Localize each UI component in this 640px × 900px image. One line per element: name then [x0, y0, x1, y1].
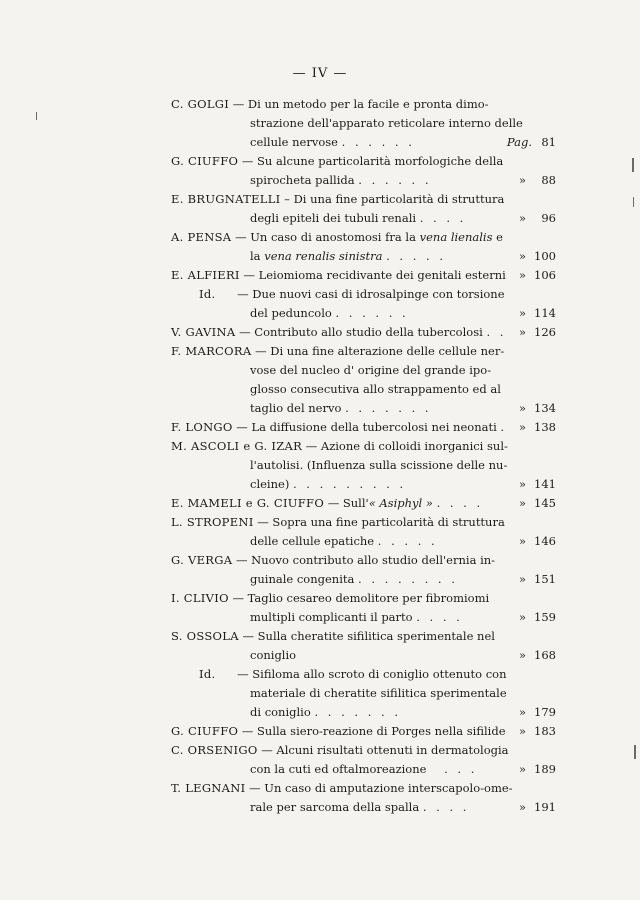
toc-title-italic: « Asiphyl »: [368, 496, 433, 510]
toc-title-line: rale per sarcoma della spalla: [250, 800, 420, 814]
scan-mark: [634, 745, 636, 759]
toc-title-line: materiale di cheratite sifilitica sperimentale: [250, 686, 507, 700]
toc-page-number: 96: [541, 211, 556, 225]
toc-title-line: coniglio: [250, 648, 297, 662]
toc-entry: [171, 551, 556, 570]
toc-title-line: spirocheta pallida: [250, 173, 355, 187]
toc-page-number: 151: [534, 572, 556, 586]
toc-entry: [171, 285, 556, 304]
ditto-mark: »: [518, 648, 526, 662]
toc-author: V. GAVINA: [171, 325, 236, 339]
toc-page-number: 81: [541, 135, 556, 149]
toc-entry: [171, 779, 556, 798]
toc-title-line: di coniglio: [250, 705, 311, 719]
toc-title-end: e: [496, 230, 503, 244]
toc-title: — Due nuovi casi di idrosalpinge con torsione: [237, 287, 505, 301]
toc-title: — Un caso di amputazione interscapolo-ome-: [249, 781, 513, 795]
ditto-mark: »: [518, 800, 526, 814]
toc-entry: [171, 665, 556, 684]
toc-author: C. ORSENIGO: [171, 743, 258, 757]
toc-entry: [171, 228, 556, 247]
toc-title: — Sulla siero-reazione di Porges nella sifilide: [241, 724, 506, 738]
toc-title: — Un caso di anostomosi fra la: [235, 230, 416, 244]
toc-entry: [171, 342, 556, 361]
toc-title: — Azione di colloidi inorganici sul-: [305, 439, 508, 453]
toc-author: G. CIUFFO: [171, 154, 239, 168]
toc-title: — Sulla cheratite sifilitica sperimentale nel: [242, 629, 495, 643]
toc-title: — Alcuni risultati ottenuti in dermatologia: [261, 743, 509, 757]
toc-author: G. VERGA: [171, 553, 233, 567]
toc-author: E. BRUGNATELLI: [171, 192, 281, 206]
ditto-mark: »: [518, 211, 526, 225]
ditto-mark: »: [518, 534, 526, 548]
toc-title: — Leiomioma recidivante dei genitali esterni: [243, 268, 506, 282]
toc-title: — Di una fine alterazione delle cellule ner-: [255, 344, 505, 358]
toc-title-line: multipli complicanti il parto: [250, 610, 413, 624]
toc-page-number: 168: [534, 648, 556, 662]
ditto-mark: »: [518, 705, 526, 719]
toc-page-number: 145: [534, 496, 556, 510]
toc-author: F. LONGO: [171, 420, 233, 434]
toc-title-line: guinale congenita: [250, 572, 355, 586]
toc-title-line: la: [250, 249, 261, 263]
ditto-mark: »: [518, 268, 526, 282]
toc-title-line: taglio del nervo: [250, 401, 342, 415]
toc-entry: F. LONGO — La diffusione della tubercolosi nei neonati . » 138: [171, 418, 556, 437]
ditto-mark: »: [518, 496, 526, 510]
toc-title-line: strazione dell'apparato reticolare interno delle: [250, 116, 523, 130]
scan-mark: [632, 158, 634, 172]
ditto-mark: »: [518, 173, 526, 187]
toc-author: I. CLIVIO: [171, 591, 229, 605]
toc-page-number: 138: [534, 420, 556, 434]
toc-page-number: 191: [534, 800, 556, 814]
ditto-mark: »: [518, 401, 526, 415]
toc-entry: [171, 513, 556, 532]
toc-author: M. ASCOLI e G. IZAR: [171, 439, 303, 453]
ditto-mark: »: [518, 572, 526, 586]
toc-author: T. LEGNANI: [171, 781, 246, 795]
toc-title-italic: vena renalis sinistra: [264, 249, 383, 263]
toc-entry: [171, 152, 556, 171]
ditto-mark: »: [518, 420, 526, 434]
toc-title-italic: vena lienalis: [419, 230, 493, 244]
table-of-contents: C. GOLGI — Di un metodo per la facile e pronta dimo- strazione dell'apparato reticolare interno delle cellule nervose . . . . . . Pag. 81 G. CIUFFO — Su alcune particolarità morfologiche della spirocheta pallida . . . . . . » 88 E. BRUGNATELLI – Di una fine particolarità di struttura degli epiteli dei tubuli renali . . . . » 96 A. PENSA — Un caso di anostomosi fra la vena lienalis e la vena renalis sinistra . . . . . » 100 E. ALFIERI — Leiomioma recidivante dei genitali esterni » 106 Id. — Due nuovi casi di idrosalpinge con torsione del peduncolo . . . . . . » 114 V. GAVINA — Contributo allo studio della tubercolosi . . » 126 F. MARCORA — Di una fine alterazione delle cellule ner- vose del nucleo d' origine del grande ipo- glosso consecutiva allo strappamento ed al taglio del nervo . . . . . . . » 134 F. LONGO — La diffusione della tubercolosi nei neonati . » 138 M. ASCOLI e G. IZAR — Azione di colloidi inorganici sul- l'autolisi. (Influenza sulla scissione delle nu- cleine) . . . . . . . . . » 141 E. MAMELI e G. CIUFFO — Sull'« Asiphyl » . . . . » 145 L. STROPENI — Sopra una fine particolarità di struttura delle cellule epatiche . . . . . » 146 G. VERGA — Nuovo contributo allo studio dell'ernia in- guinale congenita . . . . . . . . » 151 I. CLIVIO — Taglio cesareo demolitore per fibromiomi multipli complicanti il parto . . . . » 159 S. OSSOLA — Sulla cheratite sifilitica sperimentale nel coniglio » 168 Id. — Sifiloma allo scroto di coniglio ottenuto con materiale di cheratite sifilitica sperimentale di coniglio . . . . . . . » 179 G. CIUFFO — Sulla siero-reazione di Porges nella sifilide » 183 C. ORSENIGO — Alcuni risultati ottenuti in dermatologia con la cuti ed oftalmoreazione . . . » 189 T. LEGNANI — Un caso di amputazione interscapolo-ome- rale per sarcoma della spalla . . . . » 191: [171, 95, 556, 817]
toc-entry: [171, 741, 556, 760]
toc-title: — La diffusione della tubercolosi nei neonati: [236, 420, 497, 434]
toc-entry: [171, 437, 556, 456]
toc-page-number: 100: [534, 249, 556, 263]
ditto-mark: »: [518, 724, 526, 738]
toc-title: — Nuovo contributo allo studio dell'ernia in-: [236, 553, 496, 567]
toc-author: E. ALFIERI: [171, 268, 240, 282]
toc-page-number: 189: [534, 762, 556, 776]
toc-page-number: 159: [534, 610, 556, 624]
toc-author: Id.: [199, 667, 216, 681]
toc-author: C. GOLGI: [171, 97, 230, 111]
toc-author: Id.: [199, 287, 216, 301]
toc-entry: [171, 190, 556, 209]
toc-title-line: glosso consecutiva allo strappamento ed al: [250, 382, 501, 396]
toc-title: — Di un metodo per la facile e pronta dimo-: [232, 97, 489, 111]
ditto-mark: »: [518, 249, 526, 263]
toc-title: — Taglio cesareo demolitore per fibromiomi: [232, 591, 490, 605]
toc-page-number: 114: [534, 306, 556, 320]
toc-title-line: cellule nervose: [250, 135, 338, 149]
toc-page-number: 88: [541, 173, 556, 187]
scan-mark: [633, 197, 634, 207]
toc-title-line: delle cellule epatiche: [250, 534, 375, 548]
toc-page-number: 134: [534, 401, 556, 415]
toc-title: — Sull': [327, 496, 369, 510]
ditto-mark: »: [518, 325, 526, 339]
ditto-mark: »: [518, 477, 526, 491]
toc-entry: [171, 95, 556, 114]
toc-title-line: cleine): [250, 477, 290, 491]
toc-author: L. STROPENI: [171, 515, 254, 529]
toc-title-line: l'autolisi. (Influenza sulla scissione delle nu-: [250, 458, 508, 472]
toc-author: F. MARCORA: [171, 344, 252, 358]
toc-title: – Di una fine particolarità di struttura: [284, 192, 505, 206]
toc-entry: E. MAMELI e G. CIUFFO — Sull'« Asiphyl » . . . . » 145: [171, 494, 556, 513]
toc-page-number: 106: [534, 268, 556, 282]
toc-entry: [171, 627, 556, 646]
toc-author: S. OSSOLA: [171, 629, 239, 643]
toc-page-number: 179: [534, 705, 556, 719]
toc-title: — Sifiloma allo scroto di coniglio ottenuto con: [237, 667, 507, 681]
toc-title-line: degli epiteli dei tubuli renali: [250, 211, 417, 225]
page-number-header: — IV —: [292, 66, 348, 81]
toc-entry: [171, 266, 556, 285]
ditto-mark: »: [518, 306, 526, 320]
toc-title-line: del peduncolo: [250, 306, 332, 320]
toc-page-number: 183: [534, 724, 556, 738]
toc-entry: [171, 589, 556, 608]
ditto-mark: »: [518, 610, 526, 624]
toc-page-number: 126: [534, 325, 556, 339]
toc-title-line: con la cuti ed oftalmoreazione: [250, 762, 427, 776]
toc-entry: [171, 722, 556, 741]
scan-mark: [36, 112, 37, 120]
toc-title: — Contributo allo studio della tubercolosi: [239, 325, 483, 339]
toc-author: G. CIUFFO: [171, 724, 239, 738]
ditto-mark: »: [518, 762, 526, 776]
toc-page-number: 146: [534, 534, 556, 548]
toc-title: — Sopra una fine particolarità di struttura: [257, 515, 505, 529]
toc-title-line: vose del nucleo d' origine del grande ipo-: [250, 363, 492, 377]
pag-label: Pag.: [506, 135, 532, 149]
toc-page-number: 141: [534, 477, 556, 491]
toc-author: A. PENSA: [171, 230, 232, 244]
toc-entry: V. GAVINA — Contributo allo studio della tubercolosi . . » 126: [171, 323, 556, 342]
toc-author: E. MAMELI e G. CIUFFO: [171, 496, 325, 510]
toc-title: — Su alcune particolarità morfologiche della: [241, 154, 504, 168]
